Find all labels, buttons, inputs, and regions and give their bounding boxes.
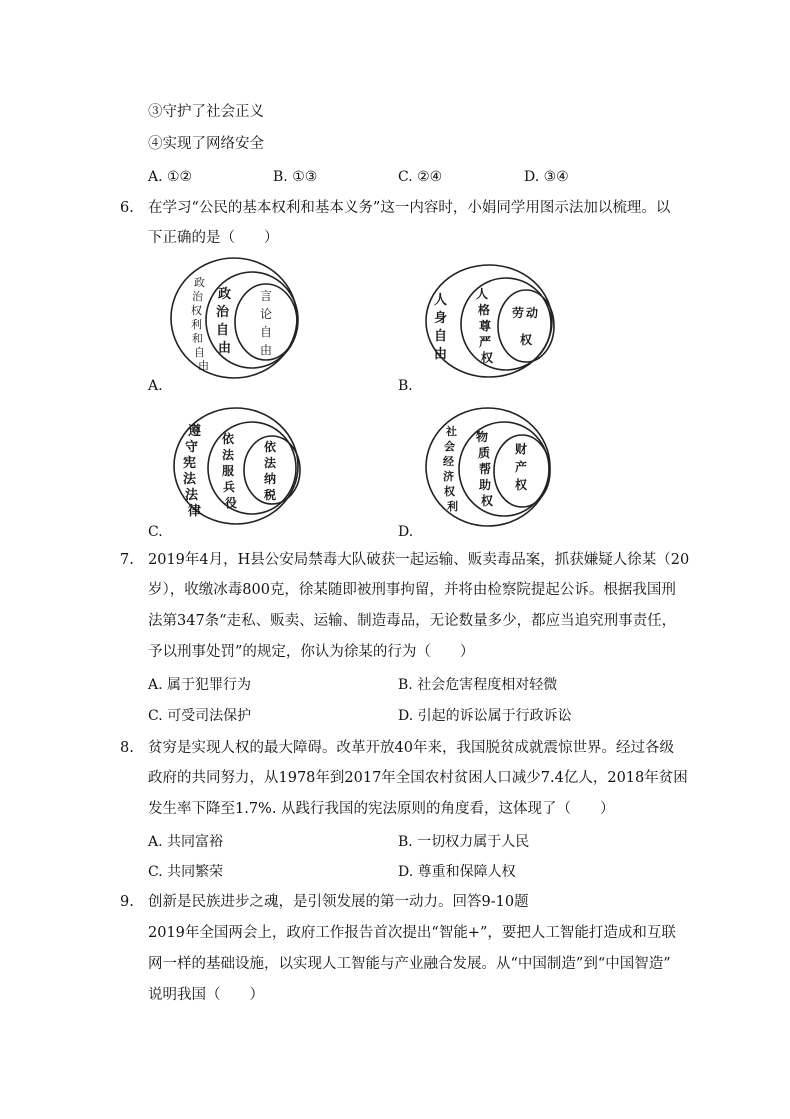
middle-char: 服 [222,464,235,478]
q6-diagram-b [422,262,556,380]
q7-stem-line-2: 岁），收缴冰毒800克，徐某随即被刑事拘留，并将由检察院提起公诉。根据我国刑 [148,582,676,598]
inner-char: 权 [520,333,533,347]
q9-stem-line-3: 网一样的基础设施，以实现人工智能与产业融合发展。从“中国制造”到“中国智造” [148,956,671,972]
inner-char: 自 [260,325,273,339]
q6-stem-line-1: 在学习“公民的基本权利和基本义务”这一内容时，小娟同学用图示法加以梳理。以 [148,200,671,216]
outer-char: 律 [188,504,202,519]
outer-char: 利 [447,500,458,513]
inner-circle [498,290,554,362]
inner-char: 税 [264,488,277,502]
middle-char: 兵 [223,480,236,494]
outer-char: 治 [192,290,203,303]
inner-char: 依 [264,440,277,454]
middle-char: 物 [476,430,489,444]
inner-char: 法 [264,456,277,470]
q5-option-c: C. ②④ [398,169,443,185]
q7-stem-line-4: 予以刑事处罚”的规定，你认为徐某的行为（ ） [148,644,475,660]
middle-char: 权 [481,351,494,365]
middle-char: 质 [478,446,491,460]
q7-option-c: C. 可受司法保护 [148,708,252,724]
q6-diagram-a [168,256,300,380]
outer-label [434,293,447,362]
inner-char: 由 [260,343,273,357]
inner-label [263,439,277,502]
middle-char: 尊 [479,319,492,333]
inner-label [260,288,272,357]
q6-diagram-c [170,405,302,527]
q7-option-d: D. 引起的诉讼属于行政诉讼 [398,708,572,724]
middle-label [476,429,494,508]
outer-char: 遵 [188,424,202,439]
q6-diagram-d [422,405,554,529]
outer-char: 由 [434,347,448,362]
outer-char: 守 [185,440,199,455]
q5-option-a: A. ①② [148,169,193,185]
middle-char: 人 [476,287,489,301]
q6-option-b-label: B. [398,378,413,394]
inner-char: 纳 [264,472,277,486]
inner-char: 言 [260,289,273,303]
q8-number: 8. [120,740,134,756]
middle-char: 政 [218,287,232,302]
q7-option-b: B. 社会危害程度相对轻微 [398,677,558,693]
outer-char: 利 [191,318,202,331]
middle-char: 权 [481,494,494,508]
outer-label [183,423,201,519]
q9-number: 9. [120,894,134,910]
q5-option-b: B. ①③ [273,169,318,185]
middle-char: 严 [479,335,492,349]
outer-char: 经 [443,455,454,468]
middle-char: 役 [225,496,238,510]
q8-option-b: B. 一切权力属于人民 [398,834,530,850]
middle-char: 由 [218,341,232,356]
q6-option-a-label: A. [148,378,163,394]
inner-char: 产 [515,460,528,474]
inner-label [515,441,528,492]
q9-stem-line-4: 说明我国（ ） [148,987,264,1003]
outer-char: 自 [194,346,205,359]
outer-char: 由 [198,359,209,372]
middle-char: 助 [479,478,492,492]
q8-stem-line-2: 政府的共同努力，从1978年到2017年全国农村贫困人口减少7.4亿人，2018年贫困 [148,770,688,786]
q7-stem-line-1: 2019年4月，H县公安局禁毒大队破获一起运输、贩卖毒品案，抓获嫌疑人徐某（20 [148,552,690,568]
q7-option-a: A. 属于犯罪行为 [148,677,252,693]
q5-option-d: D. ③④ [524,169,569,185]
q9-stem-line-2: 2019年全国两会上，政府工作报告首次提出“智能+”，要把人工智能打造成和互联 [148,925,676,941]
outer-char: 权 [444,485,455,498]
middle-char: 法 [222,448,235,462]
outer-char: 身 [434,311,448,326]
middle-label [216,286,231,356]
middle-char: 依 [222,432,235,446]
q9-stem-line-1: 创新是民族进步之魂，是引领发展的第一动力。回答9-10题 [148,894,529,910]
outer-char: 济 [443,470,454,483]
outer-label [443,424,458,513]
middle-label [221,431,237,510]
outer-char: 权 [191,304,202,317]
outer-char: 和 [192,332,203,345]
middle-char: 治 [216,305,230,320]
q7-number: 7. [120,552,134,568]
inner-char: 权 [515,478,528,492]
q7-stem-line-3: 法第347条“走私、贩卖、运输、制造毒品，无论数量多少，都应当追究刑事责任， [148,613,677,629]
outer-char: 人 [434,293,448,308]
outer-char: 会 [444,440,455,453]
middle-char: 自 [216,323,230,338]
outer-char: 法 [185,488,199,503]
outer-char: 法 [183,472,197,487]
q8-stem-line-3: 发生率下降至1.7%. 从践行我国的宪法原则的角度看，这体现了（ ） [148,801,615,817]
q5-item-4: ④实现了网络安全 [148,136,264,152]
middle-label [476,287,494,365]
outer-char: 自 [434,329,448,344]
outer-char: 政 [194,276,205,289]
q6-number: 6. [120,200,134,216]
q8-option-c: C. 共同繁荣 [148,864,224,880]
q8-stem-line-1: 贫穷是实现人权的最大障碍。改革开放40年来，我国脱贫成就震惊世界。经过各级 [148,740,674,756]
q6-option-d-label: D. [398,524,414,540]
middle-char: 帮 [479,462,492,476]
inner-char: 动 [526,306,539,320]
inner-char: 劳 [512,306,525,320]
middle-char: 格 [478,303,491,317]
q8-option-d: D. 尊重和保障人权 [398,864,516,880]
outer-char: 宪 [183,456,197,471]
inner-char: 论 [260,307,273,321]
outer-char: 社 [446,425,457,438]
q6-stem-line-2: 下正确的是（ ） [148,230,279,246]
middle-circle [461,278,551,370]
q8-option-a: A. 共同富裕 [148,834,224,850]
inner-char: 财 [515,442,528,456]
q6-option-c-label: C. [148,524,163,540]
q5-item-3: ③守护了社会正义 [148,104,264,120]
inner-label [512,305,538,347]
